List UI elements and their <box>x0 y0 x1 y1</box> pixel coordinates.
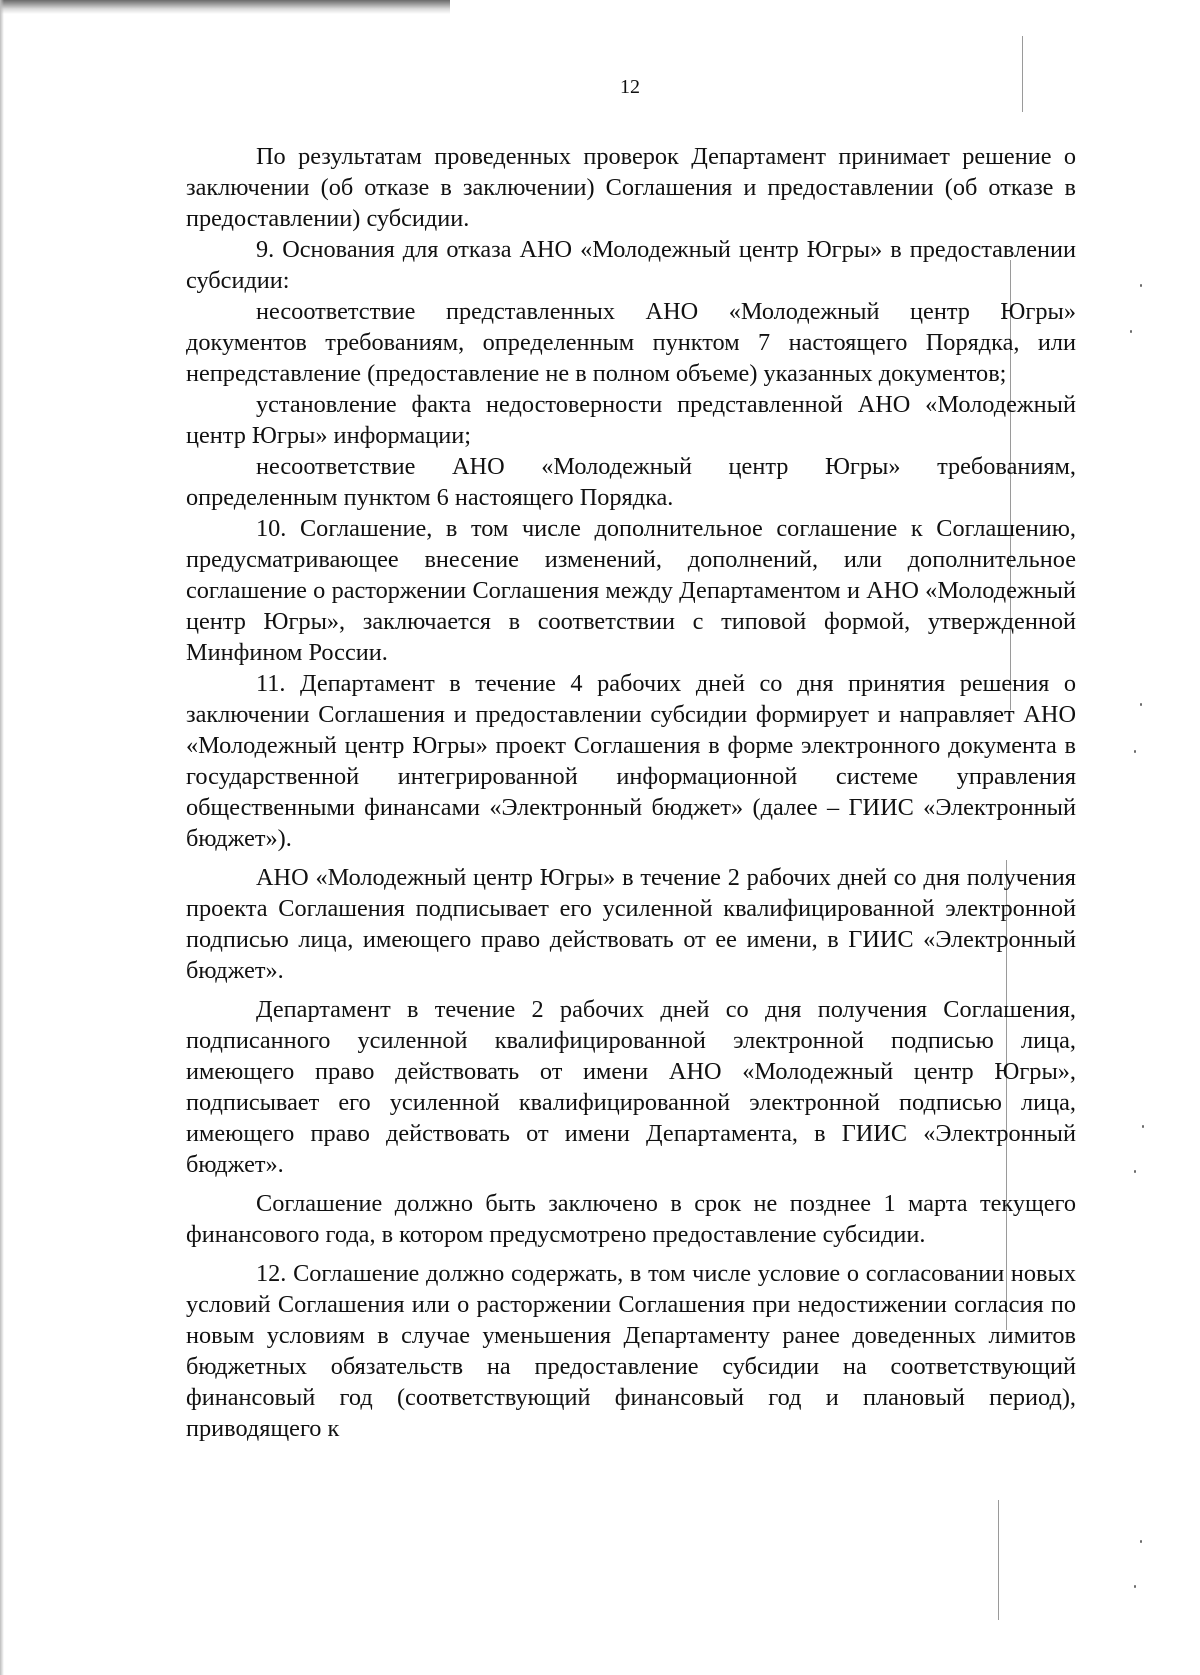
scan-fold-line <box>1022 36 1023 112</box>
paragraph-11-ano-signature: АНО «Молодежный центр Югры» в течение 2 рабочих дней со дня получения проекта Соглашения подписывает его усиленной квалифицированной электронной подписью лица, имеющего право действовать от ее имени, в ГИИС «Электронный бюджет». <box>186 864 1076 984</box>
paragraph-9-refusal-grounds: 9. Основания для отказа АНО «Молодежный центр Югры» в предоставлении субсидии: <box>186 236 1076 294</box>
scan-speck <box>1134 1585 1136 1588</box>
scan-speck <box>1134 1170 1136 1173</box>
paragraph-10-agreement-form: 10. Соглашение, в том числе дополнительное соглашение к Соглашению, предусматривающее внесение изменений, дополнений, или дополнительное соглашение о расторжении Соглашения между Департаментом и АНО «Молодежный центр Югры», заключается в соответствии с типовой формой, утвержденной Минфином России. <box>186 515 1076 666</box>
page-number: 12 <box>620 76 640 98</box>
paragraph-11-draft-agreement: 11. Департамент в течение 4 рабочих дней со дня принятия решения о заключении Соглашения и предоставлении субсидии формирует и направляет АНО «Молодежный центр Югры» проект Соглашения в форме электронного документа в государственной интегрированной информационной системе управления общественными финансами «Электронный бюджет» (далее – ГИИС «Электронный бюджет»). <box>186 670 1076 852</box>
scan-speck <box>1142 1125 1144 1128</box>
scan-speck <box>1134 750 1136 753</box>
scan-left-edge <box>0 0 4 1675</box>
paragraph-9-ground-requirements: несоответствие АНО «Молодежный центр Югры» требованиям, определенным пунктом 6 настоящего Порядка. <box>186 453 1076 511</box>
paragraph-results: По результатам проведенных проверок Департамент принимает решение о заключении (об отказе в заключении) Соглашения и предоставлении (об отказе в предоставлении) субсидии. <box>186 143 1076 232</box>
scan-speck <box>1140 284 1142 287</box>
scan-speck <box>1140 703 1142 706</box>
scan-speck <box>1140 1540 1142 1543</box>
paragraph-9-ground-documents: несоответствие представленных АНО «Молодежный центр Югры» документов требованиям, определенным пунктом 7 настоящего Порядка, или непредставление (предоставление не в полном объеме) указанных документов; <box>186 298 1076 387</box>
paragraph-9-ground-unreliable-info: установление факта недостоверности представленной АНО «Молодежный центр Югры» информации; <box>186 391 1076 449</box>
document-body <box>186 141 1076 1444</box>
paragraph-11-department-signature: Департамент в течение 2 рабочих дней со дня получения Соглашения, подписанного усиленной квалифицированной электронной подписью лица, имеющего право действовать от имени АНО «Молодежный центр Югры», подписывает его усиленной квалифицированной электронной подписью лица, имеющего право действовать от имени Департамента, в ГИИС «Электронный бюджет». <box>186 996 1076 1178</box>
scan-speck <box>1130 330 1132 333</box>
scan-fold-line <box>998 1500 999 1620</box>
paragraph-12-agreement-conditions: 12. Соглашение должно содержать, в том числе условие о согласовании новых условий Соглашения или о расторжении Соглашения при недостижении согласия по новым условиям в случае уменьшения Департаменту ранее доведенных лимитов бюджетных обязательств на предоставление субсидии на соответствующий финансовый год (соответствующий финансовый год и плановый период), приводящего к <box>186 1260 1076 1442</box>
scan-top-edge <box>0 0 450 14</box>
paragraph-11-deadline: Соглашение должно быть заключено в срок не позднее 1 марта текущего финансового года, в котором предусмотрено предоставление субсидии. <box>186 1190 1076 1248</box>
